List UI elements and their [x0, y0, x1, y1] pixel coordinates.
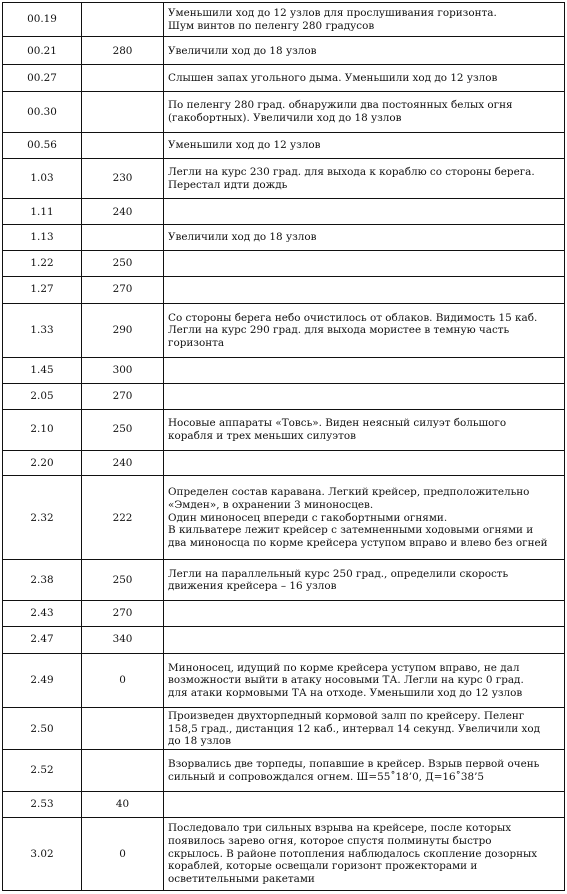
- table-row: [3, 37, 565, 65]
- course-cell: 270: [82, 384, 164, 410]
- event-cell: Миноносец, идущий по корме крейсера уступом вправо, не дал возможности выйти в атаку носовыми ТА. Легли на курс 0 град. для атаки кормовыми ТА на отходе. Уменьшили ход до 12 узлов: [164, 653, 565, 708]
- course-cell: 300: [82, 358, 164, 384]
- course-cell: 240: [82, 199, 164, 225]
- course-cell: [82, 3, 164, 37]
- time-cell: 00.27: [3, 65, 82, 92]
- time-cell: 2.47: [3, 626, 82, 653]
- table-row: [3, 560, 565, 601]
- course-cell: [82, 65, 164, 92]
- event-cell: Слышен запах угольного дыма. Уменьшили ход до 12 узлов: [164, 65, 565, 92]
- time-cell: 2.32: [3, 476, 82, 560]
- event-cell: Уменьшили ход до 12 узлов: [164, 132, 565, 158]
- course-cell: 40: [82, 792, 164, 818]
- time-cell: 1.03: [3, 158, 82, 199]
- time-cell: 1.11: [3, 199, 82, 225]
- table-row: [3, 158, 565, 199]
- table-row: [3, 817, 565, 890]
- time-cell: 00.56: [3, 132, 82, 158]
- table-row: [3, 65, 565, 92]
- event-cell: [164, 276, 565, 303]
- course-cell: 280: [82, 37, 164, 65]
- time-cell: 2.38: [3, 560, 82, 601]
- time-cell: 1.27: [3, 276, 82, 303]
- time-cell: 2.05: [3, 384, 82, 410]
- table-row: [3, 450, 565, 476]
- course-cell: 270: [82, 276, 164, 303]
- time-cell: 2.52: [3, 750, 82, 792]
- event-cell: Увеличили ход до 18 узлов: [164, 225, 565, 251]
- event-cell: [164, 251, 565, 277]
- table-row: [3, 750, 565, 792]
- event-cell: Легли на параллельный курс 250 град., определили скорость движения крейсера – 16 узлов: [164, 560, 565, 601]
- event-cell: Произведен двухторпедный кормовой залп по крейсеру. Пеленг 158,5 град., дистанция 12 каб., интервал 14 секунд. Увеличили ход до 18 узлов: [164, 708, 565, 750]
- table-row: [3, 3, 565, 37]
- event-cell: Увеличили ход до 18 узлов: [164, 37, 565, 65]
- table-row: [3, 601, 565, 627]
- course-cell: 250: [82, 560, 164, 601]
- time-cell: 1.33: [3, 303, 82, 358]
- course-cell: 240: [82, 450, 164, 476]
- time-cell: 2.20: [3, 450, 82, 476]
- event-cell: Последовало три сильных взрыва на крейсере, после которых появилось зарево огня, которое спустя полминуты быстро скрылось. В районе потопления наблюдалось скопление дозорных кораблей, которые освещали горизонт прожекторами и осветительными ракетами: [164, 817, 565, 890]
- event-cell: По пеленгу 280 град. обнаружили два постоянных белых огня (гакобортных). Увеличили ход до 18 узлов: [164, 92, 565, 133]
- time-cell: 3.02: [3, 817, 82, 890]
- time-cell: 00.19: [3, 3, 82, 37]
- event-cell: [164, 450, 565, 476]
- event-cell: Уменьшили ход до 12 узлов для прослушивания горизонта. Шум винтов по пеленгу 280 градусов: [164, 3, 565, 37]
- event-cell: Взорвались две торпеды, попавшие в крейсер. Взрыв первой очень сильный и сопровождался огнем. Ш=55˚18’0, Д=16˚38’5: [164, 750, 565, 792]
- table-row: [3, 708, 565, 750]
- time-cell: 00.21: [3, 37, 82, 65]
- event-cell: [164, 601, 565, 627]
- table-row: [3, 358, 565, 384]
- course-cell: 0: [82, 653, 164, 708]
- table-row: [3, 384, 565, 410]
- event-cell: Носовые аппараты «Товсь». Виден неясный силуэт большого корабля и трех меньших силуэтов: [164, 409, 565, 450]
- table-row: [3, 92, 565, 133]
- event-cell: [164, 626, 565, 653]
- time-cell: 1.13: [3, 225, 82, 251]
- course-cell: 290: [82, 303, 164, 358]
- course-cell: [82, 225, 164, 251]
- log-table-body: [3, 3, 565, 891]
- time-cell: 2.43: [3, 601, 82, 627]
- course-cell: 340: [82, 626, 164, 653]
- log-table: [2, 2, 565, 891]
- table-row: [3, 199, 565, 225]
- table-row: [3, 132, 565, 158]
- event-cell: [164, 792, 565, 818]
- table-row: [3, 303, 565, 358]
- event-cell: [164, 358, 565, 384]
- event-cell: Определен состав каравана. Легкий крейсер, предположительно «Эмден», в охранении 3 миноносцев. Один миноносец впереди с гакобортными огнями. В кильватере лежит крейсер с затемненными ходовыми огнями и два миноносца по корме крейсера уступом вправо и влево без огней: [164, 476, 565, 560]
- table-row: [3, 653, 565, 708]
- table-row: [3, 626, 565, 653]
- time-cell: 2.10: [3, 409, 82, 450]
- course-cell: 250: [82, 409, 164, 450]
- table-row: [3, 792, 565, 818]
- event-cell: Со стороны берега небо очистилось от облаков. Видимость 15 каб. Легли на курс 290 град. для выхода мористее в темную часть горизонта: [164, 303, 565, 358]
- course-cell: [82, 92, 164, 133]
- time-cell: 00.30: [3, 92, 82, 133]
- course-cell: [82, 132, 164, 158]
- course-cell: 250: [82, 251, 164, 277]
- table-row: [3, 276, 565, 303]
- time-cell: 1.45: [3, 358, 82, 384]
- time-cell: 2.53: [3, 792, 82, 818]
- table-row: [3, 409, 565, 450]
- time-cell: 2.49: [3, 653, 82, 708]
- course-cell: 222: [82, 476, 164, 560]
- course-cell: 230: [82, 158, 164, 199]
- event-cell: [164, 384, 565, 410]
- time-cell: 2.50: [3, 708, 82, 750]
- course-cell: 270: [82, 601, 164, 627]
- table-row: [3, 476, 565, 560]
- time-cell: 1.22: [3, 251, 82, 277]
- event-cell: [164, 199, 565, 225]
- event-cell: Легли на курс 230 град. для выхода к кораблю со стороны берега. Перестал идти дождь: [164, 158, 565, 199]
- table-row: [3, 251, 565, 277]
- course-cell: [82, 750, 164, 792]
- course-cell: 0: [82, 817, 164, 890]
- course-cell: [82, 708, 164, 750]
- table-row: [3, 225, 565, 251]
